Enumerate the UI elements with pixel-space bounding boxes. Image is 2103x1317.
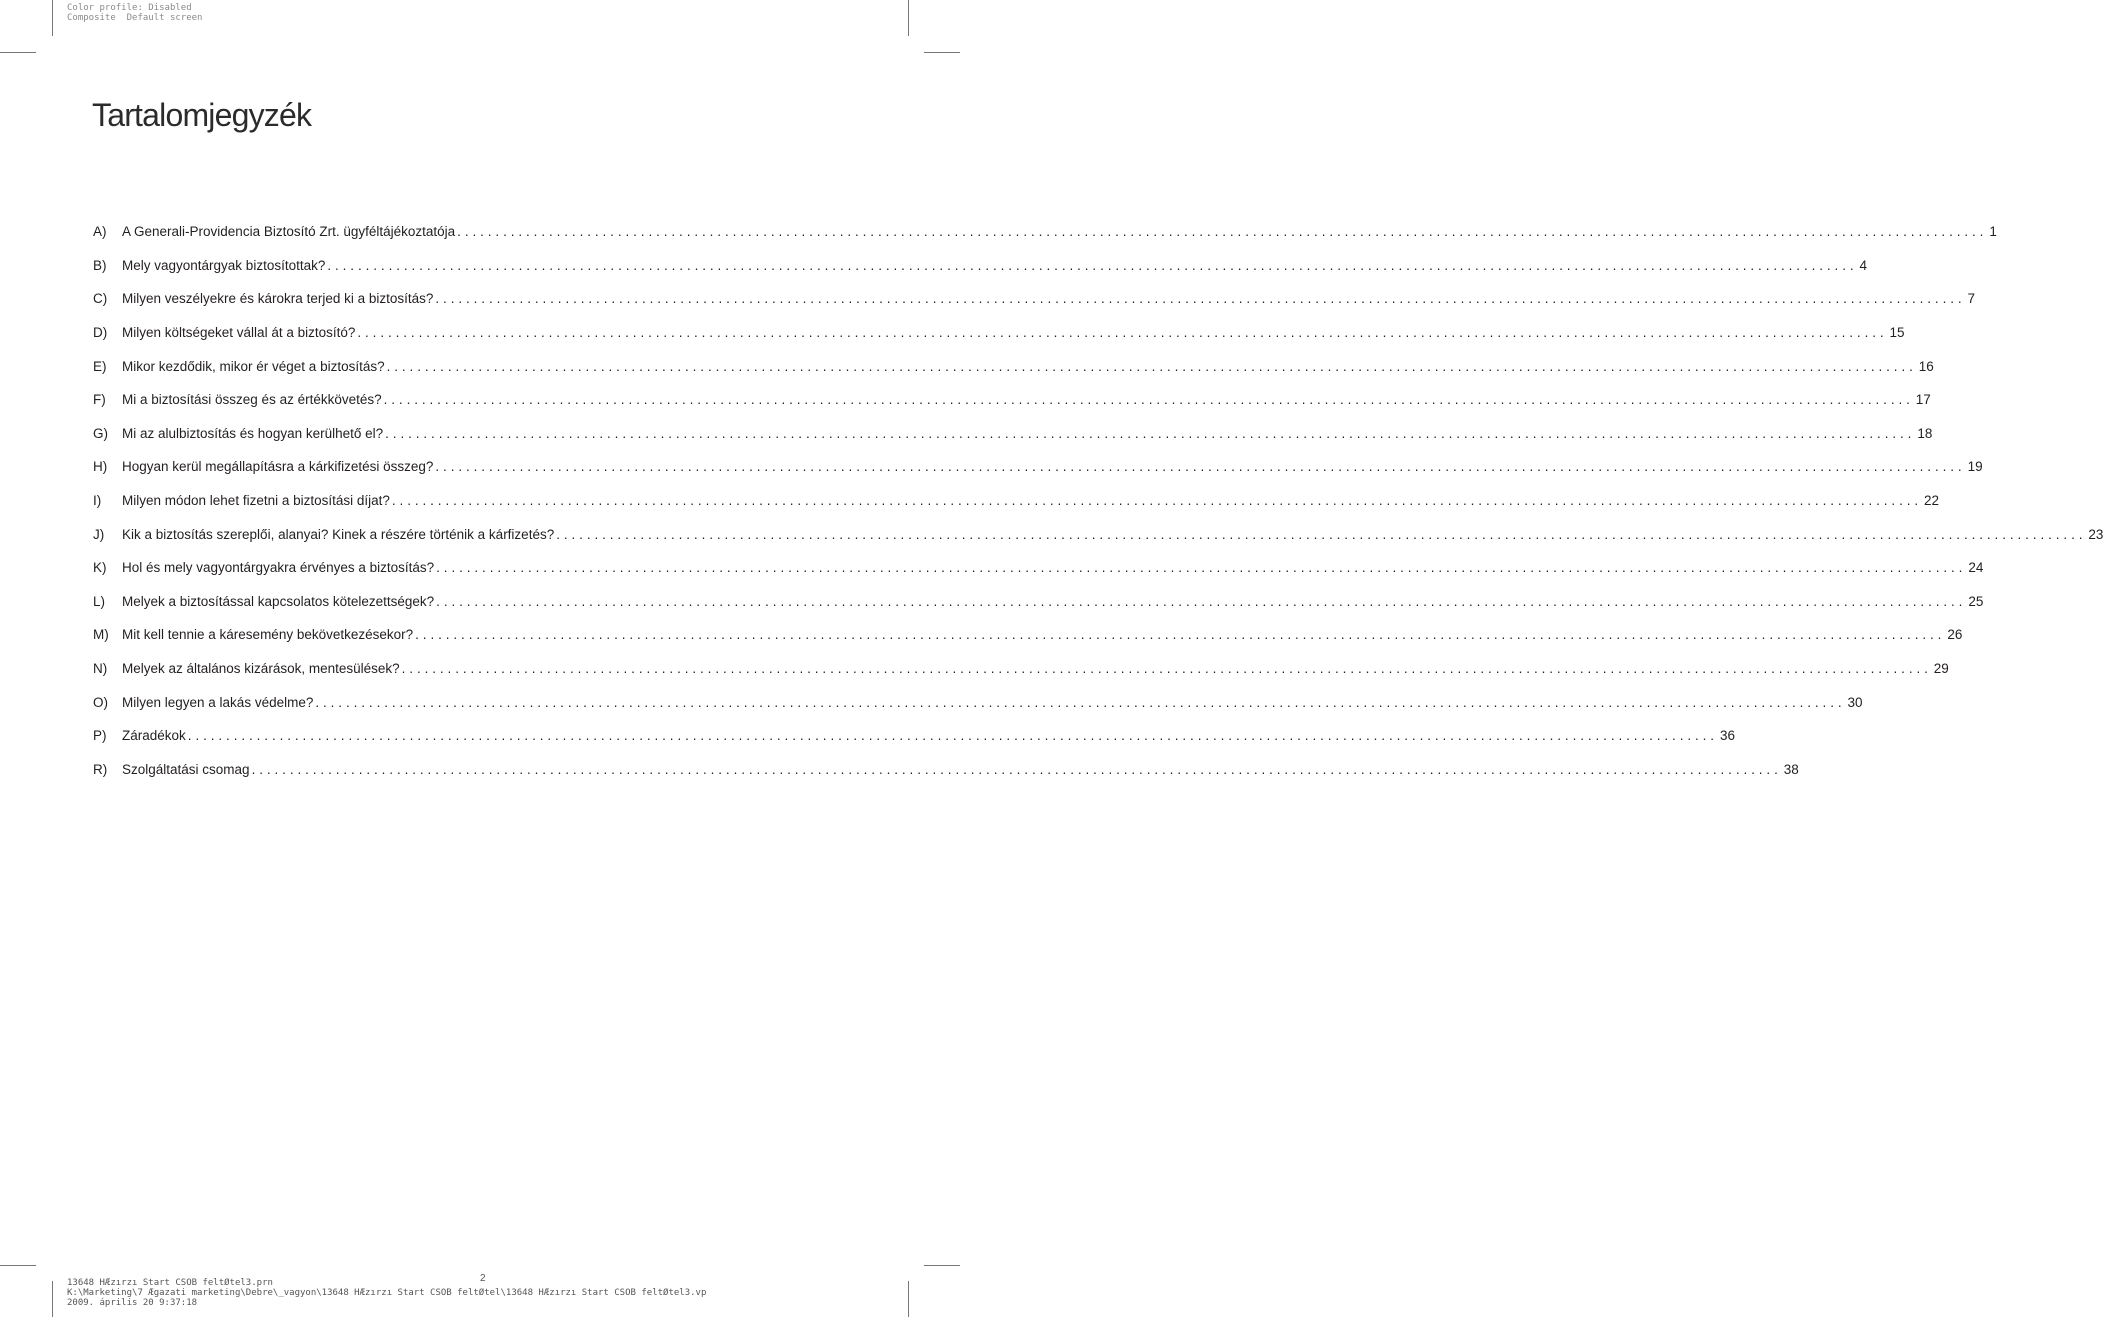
crop-mark-top-left-horizontal [0, 52, 36, 53]
toc-entry-page: 1 [1989, 224, 1997, 240]
toc-entry-letter: L) [93, 593, 106, 609]
print-header-line: Composite Default screen [67, 13, 203, 23]
toc-entry-title: Melyek a biztosítással kapcsolatos kötelezettségek? [122, 593, 435, 609]
toc-entry-page: 4 [1859, 257, 1868, 273]
toc-entry-letter: A) [93, 224, 107, 240]
toc-dot-leader: ........................................................................................................................................................................................................ [415, 627, 1946, 643]
print-footer-line: 13648 HÆzırzı Start CSOB feltØtel3.prn [67, 1278, 273, 1288]
crop-mark-bottom-right-vertical [908, 1281, 909, 1317]
toc-entry[interactable] [93, 685, 1863, 719]
toc-entry-page: 23 [2088, 526, 2103, 542]
table-of-contents [93, 215, 2103, 786]
toc-entry[interactable] [93, 450, 1983, 484]
toc-entry-title: Mit kell tennie a káresemény bekövetkezésekor? [122, 627, 414, 643]
toc-dot-leader: ........................................................................................................................................................................................................ [436, 593, 1967, 609]
toc-entry-page: 29 [1933, 661, 1949, 677]
toc-entry-page: 17 [1915, 392, 1931, 408]
toc-entry[interactable] [93, 753, 1799, 787]
page-title: Tartalomjegyzék [92, 97, 312, 133]
toc-dot-leader: ........................................................................................................................................................................................................ [435, 459, 1966, 475]
toc-dot-leader: ........................................................................................................................................................................................................ [315, 694, 1846, 710]
toc-entry-page: 7 [1967, 291, 1976, 307]
toc-entry[interactable] [93, 417, 1933, 451]
toc-entry-page: 15 [1889, 325, 1905, 341]
toc-entry[interactable] [93, 316, 1905, 350]
toc-entry-page: 19 [1967, 459, 1983, 475]
toc-entry-letter: D) [93, 325, 108, 341]
toc-entry-title: Kik a biztosítás szereplői, alanyai? Kinek a részére történik a kárfizetés? [122, 526, 555, 542]
toc-dot-leader: ........................................................................................................................................................................................................ [391, 493, 1923, 509]
toc-entry[interactable] [93, 719, 1735, 753]
toc-dot-leader: ........................................................................................................................................................................................................ [357, 325, 1888, 341]
toc-entry-page: 26 [1947, 627, 1963, 643]
toc-entry-page: 24 [1968, 560, 1984, 576]
toc-entry-letter: E) [93, 358, 107, 374]
toc-entry-title: Mely vagyontárgyak biztosítottak? [122, 257, 326, 273]
toc-entry-letter: O) [93, 694, 108, 710]
toc-entry-page: 30 [1847, 694, 1863, 710]
toc-entry-page: 38 [1783, 761, 1799, 777]
toc-entry-page: 22 [1924, 493, 1940, 509]
toc-dot-leader: ........................................................................................................................................................................................................ [187, 728, 1718, 744]
toc-entry[interactable] [93, 652, 1949, 686]
toc-entry-title: Mi az alulbiztosítás és hogyan kerülhető el? [122, 425, 384, 441]
toc-entry-page: 18 [1917, 425, 1933, 441]
toc-entry[interactable] [93, 517, 2103, 551]
toc-entry-title: Szolgáltatási csomag [122, 761, 250, 777]
toc-entry-title: Hol és mely vagyontárgyakra érvényes a biztosítás? [122, 560, 435, 576]
toc-dot-leader: ........................................................................................................................................................................................................ [401, 661, 1932, 677]
print-footer [67, 1278, 706, 1308]
toc-entry-title: Melyek az általános kizárások, mentesülések? [122, 661, 400, 677]
toc-entry-page: 25 [1968, 593, 1984, 609]
crop-mark-bottom-left-vertical [52, 1281, 53, 1317]
toc-dot-leader: ........................................................................................................................................................................................................ [383, 392, 1914, 408]
toc-entry[interactable] [93, 383, 1931, 417]
toc-entry-title: Milyen legyen a lakás védelme? [122, 694, 314, 710]
toc-entry[interactable] [93, 585, 1984, 619]
toc-entry-letter: J) [93, 526, 105, 542]
toc-dot-leader: ........................................................................................................................................................................................................ [556, 526, 2087, 542]
toc-entry-title: Milyen költségeket vállal át a biztosító? [122, 325, 356, 341]
toc-dot-leader: ........................................................................................................................................................................................................ [327, 257, 1858, 273]
toc-entry-title: A Generali-Providencia Biztosító Zrt. ügyféltájékoztatója [122, 224, 456, 240]
toc-entry-letter: R) [93, 761, 108, 777]
print-header [67, 3, 202, 23]
toc-entry-letter: H) [93, 459, 108, 475]
toc-dot-leader: ........................................................................................................................................................................................................ [386, 358, 1917, 374]
toc-entry-title: Milyen módon lehet fizetni a biztosítási díjat? [122, 493, 390, 509]
toc-entry[interactable] [93, 349, 1934, 383]
toc-entry-letter: M) [93, 627, 109, 643]
toc-entry[interactable] [93, 618, 1963, 652]
toc-entry[interactable] [93, 551, 1984, 585]
print-header-line: Color profile: Disabled [67, 3, 192, 13]
toc-entry-title: Hogyan kerül megállapításra a kárkifizetési összeg? [122, 459, 434, 475]
toc-entry-letter: C) [93, 291, 108, 307]
toc-entry[interactable] [93, 249, 1868, 283]
toc-entry-title: Milyen veszélyekre és károkra terjed ki a biztosítás? [122, 291, 434, 307]
toc-entry-letter: P) [93, 728, 107, 744]
toc-entry-title: Mikor kezdődik, mikor ér véget a biztosítás? [122, 358, 385, 374]
print-footer-line: 2009. április 20 9:37:18 [67, 1298, 198, 1308]
toc-entry-letter: G) [93, 425, 108, 441]
print-footer-line: K:\Marketing\7 Ægazati marketing\Debre\_vagyon\13648 HÆzırzı Start CSOB feltØtel\13648 HÆzırzı Start CSOB feltØtel3.vp [67, 1288, 707, 1298]
toc-dot-leader: ........................................................................................................................................................................................................ [436, 560, 1967, 576]
toc-entry[interactable] [93, 282, 1976, 316]
crop-mark-top-right-vertical [908, 0, 909, 36]
toc-entry-letter: N) [93, 661, 108, 677]
crop-mark-bottom-right-horizontal [924, 1265, 960, 1266]
crop-mark-bottom-left-horizontal [0, 1265, 36, 1266]
toc-entry-letter: F) [93, 392, 106, 408]
toc-dot-leader: ........................................................................................................................................................................................................ [385, 425, 1916, 441]
page-number: 2 [480, 1273, 486, 1284]
toc-entry[interactable] [93, 484, 1940, 518]
toc-entry-letter: K) [93, 560, 107, 576]
crop-mark-top-right-horizontal [924, 52, 960, 53]
toc-entry-page: 36 [1719, 728, 1735, 744]
toc-dot-leader: ........................................................................................................................................................................................................ [457, 224, 1988, 240]
toc-entry-letter: B) [93, 257, 107, 273]
toc-entry[interactable] [93, 215, 1997, 249]
crop-mark-top-left-vertical [52, 0, 53, 36]
toc-entry-title: Záradékok [122, 728, 186, 744]
toc-entry-title: Mi a biztosítási összeg és az értékkövetés? [122, 392, 382, 408]
toc-entry-letter: I) [93, 493, 102, 509]
toc-dot-leader: ........................................................................................................................................................................................................ [251, 761, 1782, 777]
toc-entry-page: 16 [1918, 358, 1934, 374]
toc-dot-leader: ........................................................................................................................................................................................................ [435, 291, 1966, 307]
